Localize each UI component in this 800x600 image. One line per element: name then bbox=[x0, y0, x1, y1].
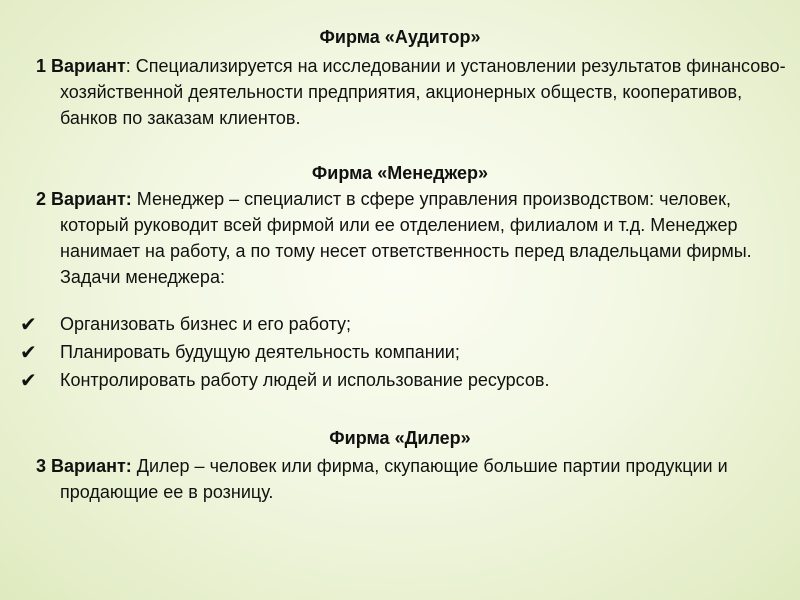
section-title-auditor: Фирма «Аудитор» bbox=[319, 27, 481, 47]
checkmark-icon: ✔ bbox=[20, 312, 37, 336]
variant-1-text: : Специализируется на исследовании и установлении результатов финансово-хозяйственной деятельности предприятия, акционерных обществ, кооперативов, банков по заказам клиентов. bbox=[60, 56, 786, 128]
variant-2-text: Менеджер – специалист в сфере управления производством: человек, который руководит всей фирмой или ее отделением, филиалом и т.д. Менеджер нанимает на работу, а по тому несет ответственность перед владельцами фирмы. Задачи менеджера: bbox=[60, 189, 752, 287]
variant-3-text: Дилер – человек или фирма, скупающие большие партии продукции и продающие ее в розницу. bbox=[60, 456, 728, 502]
list-item-text: Организовать бизнес и его работу; bbox=[60, 314, 352, 334]
variant-2-label: 2 Вариант: bbox=[36, 189, 132, 209]
list-item bbox=[20, 338, 780, 366]
variant-2-paragraph bbox=[36, 186, 790, 290]
variant-3-paragraph bbox=[36, 453, 790, 505]
section-title-dealer: Фирма «Дилер» bbox=[329, 428, 471, 448]
checkmark-icon: ✔ bbox=[20, 340, 37, 364]
checkmark-icon: ✔ bbox=[20, 368, 37, 392]
list-item-text: Планировать будущую деятельность компании; bbox=[60, 342, 460, 362]
section-title-manager: Фирма «Менеджер» bbox=[311, 163, 489, 183]
variant-1-label: 1 Вариант bbox=[36, 56, 126, 76]
list-item bbox=[20, 310, 780, 338]
list-item-text: Контролировать работу людей и использование ресурсов. bbox=[60, 370, 550, 390]
variant-3-label: 3 Вариант: bbox=[36, 456, 132, 476]
list-item bbox=[20, 366, 780, 394]
variant-1-paragraph bbox=[36, 53, 790, 131]
manager-tasks-list bbox=[20, 310, 780, 394]
